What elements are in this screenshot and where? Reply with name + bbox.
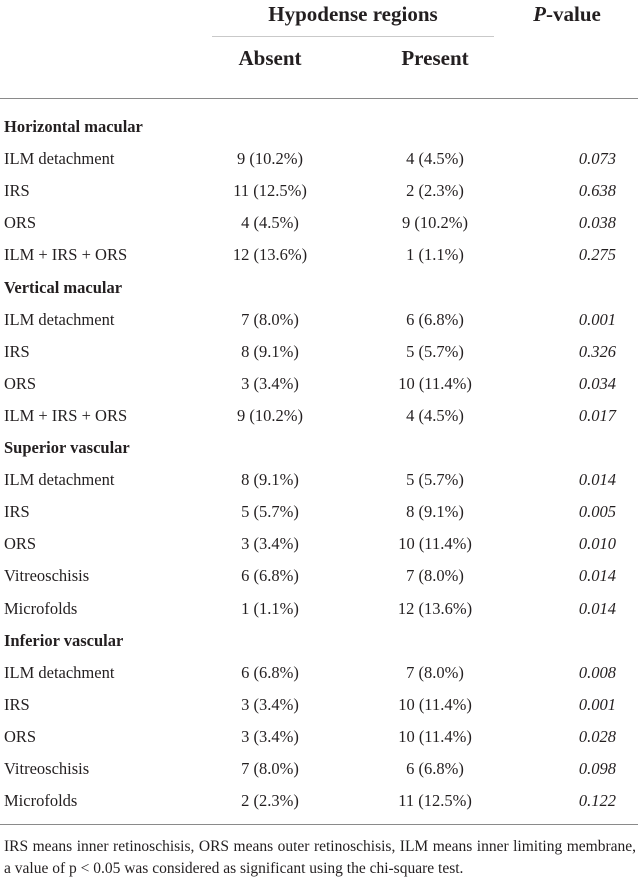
- table-row: [0, 174, 638, 206]
- cell-present: 11 (12.5%): [398, 791, 472, 811]
- header-bottom-rule: [0, 98, 638, 99]
- cell-absent: 9 (10.2%): [237, 149, 303, 169]
- row-label: ILM detachment: [4, 309, 115, 329]
- row-label: ILM detachment: [4, 470, 115, 490]
- table-row: [0, 688, 638, 720]
- row-label: ORS: [4, 534, 37, 554]
- row-label: Vitreoschisis: [4, 566, 90, 586]
- row-label: ORS: [4, 373, 37, 393]
- cell-p-value: 0.014: [578, 598, 616, 618]
- table-row: [0, 527, 638, 559]
- section-title: Superior vascular: [4, 438, 130, 457]
- cell-absent: 12 (13.6%): [232, 245, 308, 265]
- cell-p-value: 0.038: [578, 213, 616, 233]
- cell-present: 4 (4.5%): [406, 149, 464, 169]
- row-label: Vitreoschisis: [4, 759, 90, 778]
- cell-present: 1 (1.1%): [406, 245, 464, 265]
- cell-present: 7 (8.0%): [406, 662, 464, 682]
- table-row: [0, 592, 638, 624]
- cell-p-value: 0.326: [578, 341, 616, 361]
- table-row: [0, 656, 638, 688]
- cell-absent: 5 (5.7%): [241, 502, 299, 522]
- row-label: ILM detachment: [4, 149, 115, 169]
- cell-p-value: 0.017: [578, 405, 616, 425]
- row-label: IRS: [4, 341, 30, 361]
- cell-absent: 7 (8.0%): [241, 309, 299, 329]
- cell-absent: 1 (1.1%): [241, 598, 299, 618]
- cell-p-value: 0.005: [578, 502, 616, 522]
- cell-present: 10 (11.4%): [398, 534, 472, 554]
- section-header: [0, 624, 638, 656]
- table-row: [0, 495, 638, 527]
- cell-absent: 3 (3.4%): [241, 373, 299, 393]
- table-row: [0, 463, 638, 495]
- cell-p-value: 0.275: [578, 245, 616, 265]
- section-title: Horizontal macular: [4, 117, 143, 136]
- cell-absent: 4 (4.5%): [241, 213, 299, 233]
- cell-p-value: 0.014: [578, 566, 616, 586]
- cell-p-value: 0.001: [578, 309, 616, 329]
- cell-p-value: 0.073: [578, 149, 616, 169]
- row-label: IRS: [4, 181, 30, 201]
- cell-absent: 2 (2.3%): [241, 791, 299, 811]
- table-row: [0, 399, 638, 431]
- row-label: Microfolds: [4, 598, 78, 618]
- cell-absent: 8 (9.1%): [241, 470, 299, 490]
- cell-present: 10 (11.4%): [398, 373, 472, 393]
- header-hypodense-regions: Hypodense regions: [268, 2, 438, 26]
- row-label: IRS: [4, 502, 30, 522]
- header-present: Present: [401, 46, 469, 70]
- row-label: ORS: [4, 213, 37, 233]
- table-bottom-rule: [0, 824, 638, 825]
- section-title: Inferior vascular: [4, 630, 124, 650]
- row-label: ORS: [4, 726, 37, 746]
- cell-p-value: 0.028: [578, 726, 616, 746]
- cell-absent: 6 (6.8%): [241, 566, 299, 586]
- cell-p-value: 0.010: [578, 534, 616, 554]
- cell-p-value: 0.122: [578, 791, 616, 811]
- cell-absent: 9 (10.2%): [237, 405, 303, 425]
- section-title: Vertical macular: [4, 277, 123, 297]
- cell-present: 6 (6.8%): [406, 759, 464, 778]
- cell-absent: 8 (9.1%): [241, 341, 299, 361]
- table-row: [0, 206, 638, 238]
- cell-absent: 3 (3.4%): [241, 726, 299, 746]
- table-row: [0, 303, 638, 335]
- table-row: [0, 335, 638, 367]
- section-header: [0, 431, 638, 463]
- cell-present: 5 (5.7%): [406, 341, 464, 361]
- table-row: [0, 367, 638, 399]
- cell-present: 7 (8.0%): [406, 566, 464, 586]
- cell-present: 6 (6.8%): [406, 309, 464, 329]
- cell-present: 10 (11.4%): [398, 726, 472, 746]
- row-label: Microfolds: [4, 791, 78, 811]
- header-p-value-italic: P: [533, 2, 546, 26]
- table-row: [0, 720, 638, 752]
- cell-p-value: 0.098: [578, 759, 616, 778]
- section-header: [0, 110, 638, 142]
- cell-present: 9 (10.2%): [402, 213, 468, 233]
- table-row: [0, 142, 638, 174]
- cell-absent: 7 (8.0%): [241, 759, 299, 778]
- cell-p-value: 0.034: [578, 373, 616, 393]
- row-label: ILM + IRS + ORS: [4, 245, 128, 265]
- row-label: ILM + IRS + ORS: [4, 405, 128, 425]
- cell-present: 2 (2.3%): [406, 181, 464, 201]
- header-p-value: [500, 2, 634, 27]
- cell-present: 5 (5.7%): [406, 470, 464, 490]
- table-row: [0, 559, 638, 591]
- cell-p-value: 0.008: [578, 662, 616, 682]
- cell-present: 12 (13.6%): [397, 598, 473, 618]
- row-label: IRS: [4, 694, 30, 714]
- cell-p-value: 0.001: [578, 694, 616, 714]
- cell-absent: 3 (3.4%): [241, 694, 299, 714]
- cell-absent: 3 (3.4%): [241, 534, 299, 554]
- header-absent: Absent: [238, 46, 302, 70]
- row-label: ILM detachment: [4, 662, 115, 682]
- cell-present: 8 (9.1%): [406, 502, 464, 522]
- cell-absent: 11 (12.5%): [233, 181, 307, 201]
- section-header: [0, 271, 638, 303]
- cell-present: 4 (4.5%): [406, 405, 464, 425]
- table-footnote: IRS means inner retinoschisis, ORS means outer retinoschisis, ILM means inner limiting membrane, a value of p < 0.05 was considered as significant using the chi-square test.: [4, 838, 636, 877]
- table-row: [0, 752, 638, 784]
- cell-absent: 6 (6.8%): [241, 662, 299, 682]
- table-row: [0, 238, 638, 270]
- header-p-value-rest: -value: [546, 2, 601, 26]
- cell-p-value: 0.638: [578, 181, 616, 201]
- table-row: [0, 784, 638, 816]
- cell-present: 10 (11.4%): [398, 694, 472, 714]
- cell-p-value: 0.014: [578, 470, 616, 490]
- header-group-underline: [212, 36, 494, 37]
